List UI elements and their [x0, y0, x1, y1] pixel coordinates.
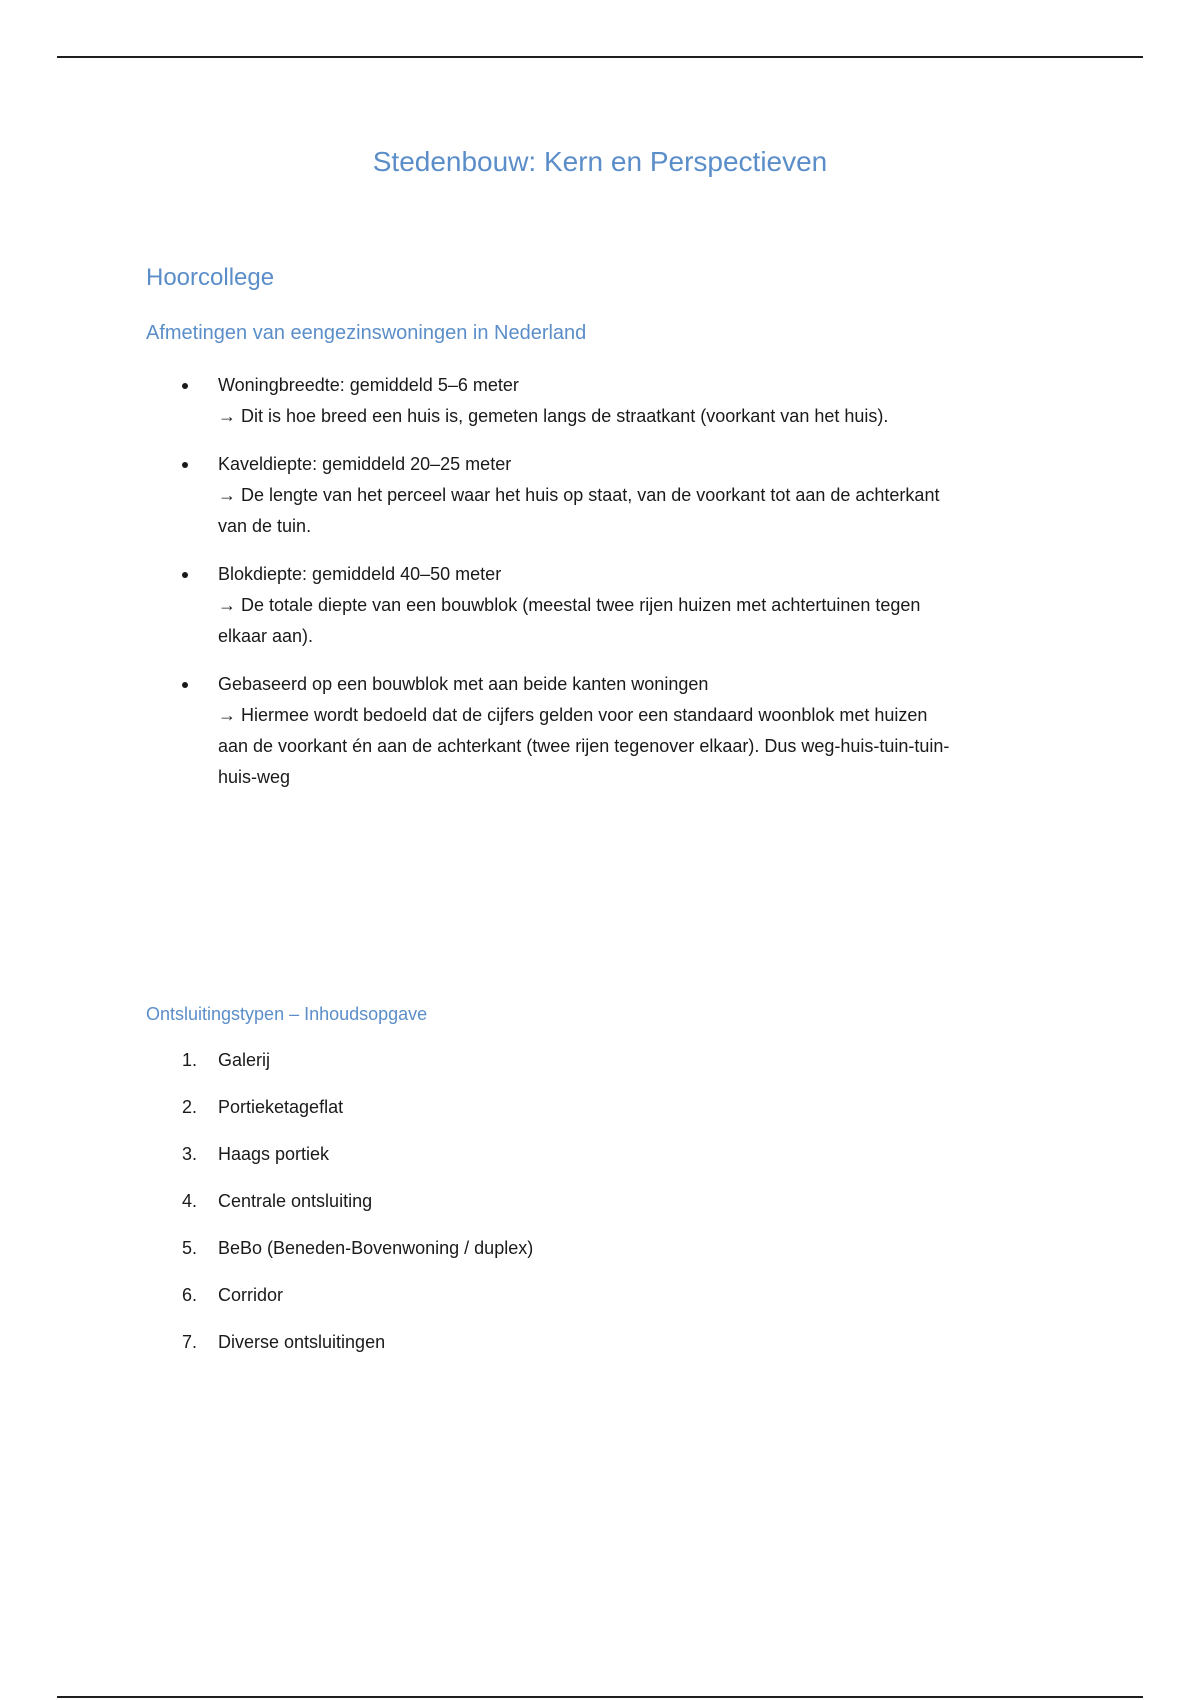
list-item-label: Diverse ontsluitingen [218, 1332, 386, 1352]
list-number: 4. [182, 1191, 198, 1211]
list-item-title: Woningbreedte: gemiddeld 5–6 meter [218, 375, 519, 395]
list-item [182, 1235, 534, 1261]
list-item-label: BeBo (Beneden-Bovenwoning / duplex) [218, 1238, 534, 1258]
heading-hoorcollege: Hoorcollege [146, 264, 275, 291]
list-item-text: van de tuin. [218, 516, 312, 536]
list-item-label: Portieketageflat [218, 1097, 344, 1117]
list-item [182, 1094, 533, 1120]
bullet-list-afmetingen [218, 370, 1058, 810]
list-number: 1. [182, 1050, 198, 1070]
footer-rule [57, 1696, 1143, 1698]
list-number: 2. [182, 1097, 198, 1117]
list-number: 7. [182, 1332, 198, 1352]
list-item [218, 370, 1058, 432]
list-item [218, 669, 1058, 793]
list-item-label: Galerij [218, 1050, 271, 1070]
section-heading-ontsluitingstypen: Ontsluitingstypen – Inhoudsopgave [146, 1004, 428, 1024]
bullet-icon [182, 462, 188, 468]
header-rule [57, 56, 1143, 58]
list-number: 5. [182, 1238, 198, 1258]
list-item [218, 449, 1058, 542]
list-item-label: Corridor [218, 1285, 284, 1305]
list-item-text: aan de voorkant én aan de achterkant (twee rijen tegenover elkaar). Dus weg-huis-tuin-tuin- [218, 736, 950, 756]
bullet-icon [182, 383, 188, 389]
numbered-list-ontsluitingstypen [182, 1047, 534, 1376]
list-number: 6. [182, 1285, 198, 1305]
list-item [182, 1141, 533, 1167]
list-item-label: Haags portiek [218, 1144, 330, 1164]
list-item [218, 559, 1058, 652]
list-item [182, 1188, 533, 1214]
list-item-title: Blokdiepte: gemiddeld 40–50 meter [218, 564, 502, 584]
bullet-icon [182, 572, 188, 578]
list-item-text: elkaar aan). [218, 626, 314, 646]
bullet-icon [182, 682, 188, 688]
list-item [182, 1329, 533, 1355]
list-number: 3. [182, 1144, 198, 1164]
list-item-title: Gebaseerd op een bouwblok met aan beide kanten woningen [218, 674, 709, 694]
list-item-text: → De totale diepte van een bouwblok (meestal twee rijen huizen met achtertuinen tegen [218, 595, 921, 615]
list-item [182, 1282, 533, 1308]
list-item-label: Centrale ontsluiting [218, 1191, 373, 1211]
document-title: Stedenbouw: Kern en Perspectieven [372, 146, 828, 177]
section-heading-afmetingen: Afmetingen van eengezinswoningen in Nederland [146, 322, 587, 344]
list-item [182, 1047, 533, 1073]
list-item-text: → Dit is hoe breed een huis is, gemeten langs de straatkant (voorkant van het huis). [218, 406, 889, 426]
list-item-text: huis-weg [218, 767, 291, 787]
list-item-title: Kaveldiepte: gemiddeld 20–25 meter [218, 454, 512, 474]
list-item-text: → Hiermee wordt bedoeld dat de cijfers gelden voor een standaard woonblok met huizen [218, 705, 928, 725]
list-item-text: → De lengte van het perceel waar het huis op staat, van de voorkant tot aan de achterkant [218, 485, 940, 505]
